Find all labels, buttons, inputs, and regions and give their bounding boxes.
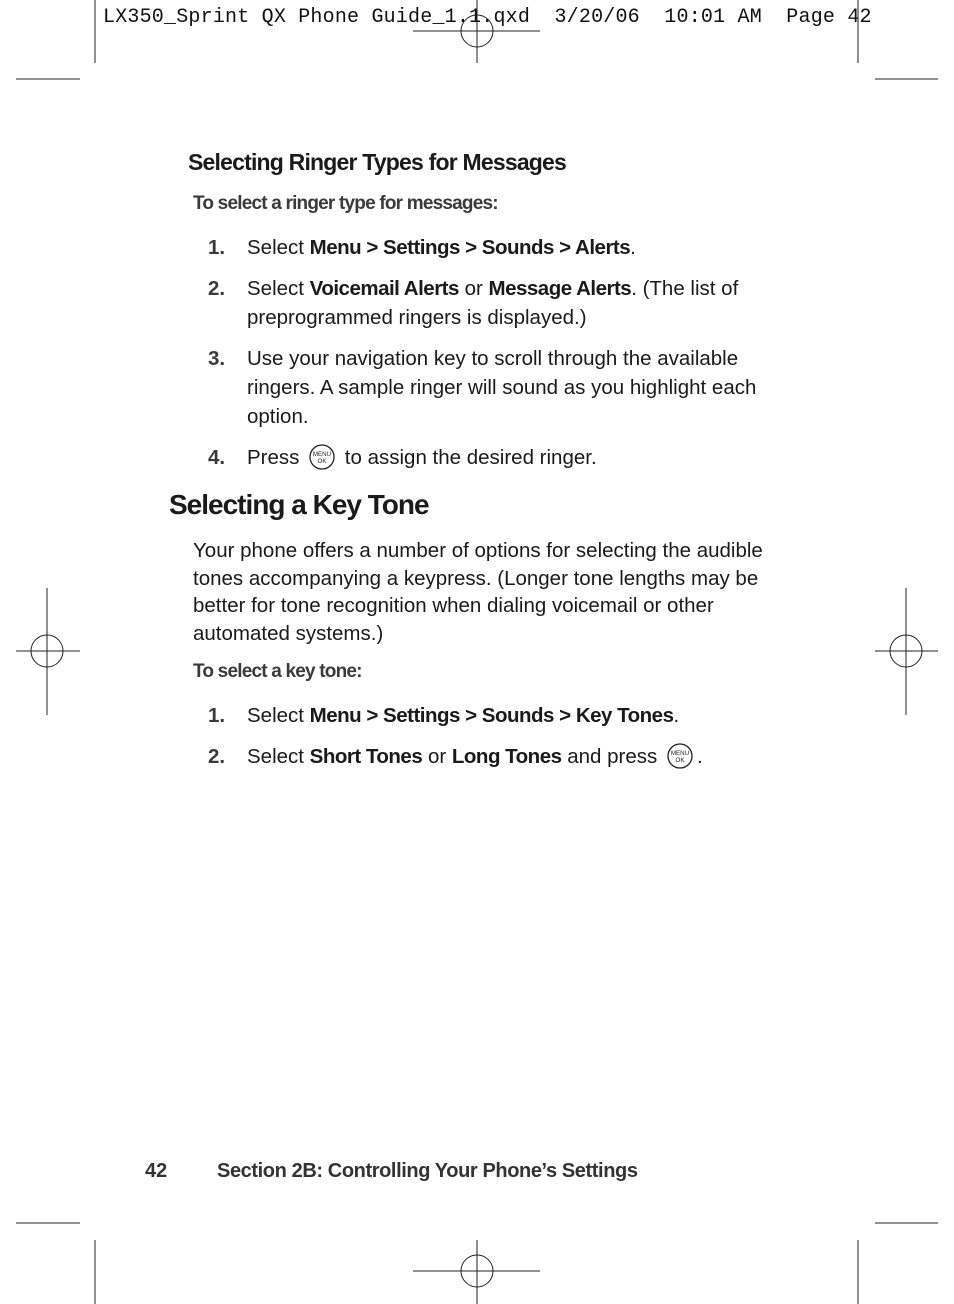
step-text: Select Menu > Settings > Sounds > Alerts. xyxy=(247,236,636,259)
svg-text:OK: OK xyxy=(675,756,685,764)
step-number: 3. xyxy=(208,347,226,370)
step-number: 2. xyxy=(208,277,226,300)
page-number: 42 xyxy=(145,1160,168,1182)
ringer-section-heading: Selecting Ringer Types for Messages xyxy=(188,149,567,175)
svg-text:MENU: MENU xyxy=(670,749,690,757)
step-text: Select Short Tones or Long Tones and press MENU OK . xyxy=(247,742,792,771)
step-text: Select Voicemail Alerts or Message Alerts. (The list of preprogrammed ringers is displayed.) xyxy=(247,277,739,329)
step-text: Select Menu > Settings > Sounds > Key Tones. xyxy=(247,704,680,727)
step-text: Press MENU OK to assign the desired ringer. xyxy=(247,443,792,472)
print-slug: LX350_Sprint QX Phone Guide_1.1.qxd 3/20/06 10:01 AM Page 42 xyxy=(103,6,872,29)
menu-ok-key-icon xyxy=(309,444,335,470)
option-voicemail-alerts: Voicemail Alerts xyxy=(309,277,459,300)
key-tone-description: Your phone offers a number of options for selecting the audible tones accompanying a keypress. (Longer tone lengths may be better for tone recognition when dialing voicemail or other automated systems.) xyxy=(193,539,763,645)
menu-ok-key-icon xyxy=(667,743,693,769)
menu-path: Menu > Settings > Sounds > Key Tones xyxy=(309,704,674,727)
step-number: 2. xyxy=(208,745,226,768)
step-number: 1. xyxy=(208,704,226,727)
key-tone-procedure-label: To select a key tone: xyxy=(193,661,362,682)
svg-text:MENU: MENU xyxy=(313,450,332,458)
footer-section-title: Section 2B: Controlling Your Phone’s Settings xyxy=(217,1160,638,1182)
option-short-tones: Short Tones xyxy=(309,745,423,768)
key-tone-section-heading: Selecting a Key Tone xyxy=(169,489,429,520)
option-long-tones: Long Tones xyxy=(451,745,562,768)
svg-text:OK: OK xyxy=(317,457,327,465)
step-text: Use your navigation key to scroll through the available ringers. A sample ringer will sound as you highlight each option. xyxy=(247,347,757,428)
step-number: 1. xyxy=(208,236,226,259)
menu-path: Menu > Settings > Sounds > Alerts xyxy=(309,236,631,259)
option-message-alerts: Message Alerts xyxy=(488,277,632,300)
ringer-procedure-label: To select a ringer type for messages: xyxy=(193,193,498,214)
step-number: 4. xyxy=(208,446,226,469)
